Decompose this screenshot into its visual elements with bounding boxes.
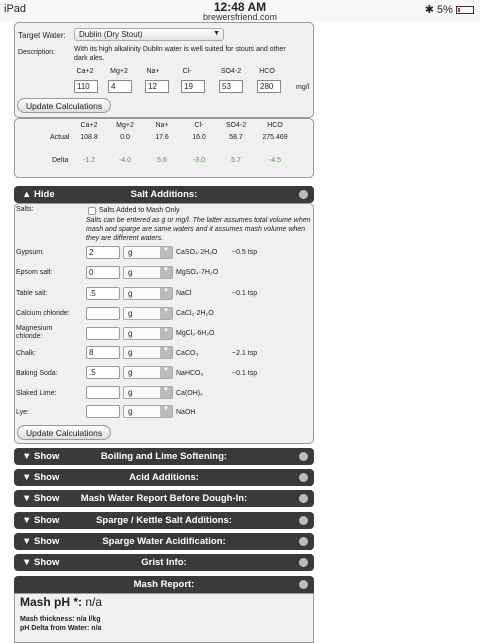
salt-label-lye: Lye: <box>16 409 29 416</box>
section-title: Sparge Water Acidification: <box>102 536 226 547</box>
chevron-down-icon: ▼ <box>160 406 172 417</box>
formula-chalk: CaCO₃ <box>176 350 199 357</box>
actual-mg: 0.0 <box>120 134 130 141</box>
info-icon[interactable] <box>299 516 308 525</box>
mash-only-checkbox[interactable] <box>88 207 96 215</box>
salt-label-magnesium-chloride: Magnesium chloride: <box>16 325 53 340</box>
salts-label: Salts: <box>16 206 34 213</box>
delta-hco: -4.5 <box>268 157 282 164</box>
tsp-gypsum: ~0.5 tsp <box>232 249 258 256</box>
unit-value: g <box>128 248 133 257</box>
mash-only-label: Salts Added to Mash Only <box>99 207 180 214</box>
ph-delta: pH Delta from Water: n/a <box>20 625 102 632</box>
delta-ca: -1.2 <box>82 157 96 164</box>
salt-input-gypsum[interactable]: 2 <box>86 246 120 259</box>
ion-header-hco: HCO <box>259 68 275 75</box>
unit-value: g <box>128 309 133 318</box>
target-water-label: Target Water: <box>18 31 66 40</box>
salt-additions-header[interactable] <box>14 186 314 203</box>
formula-gypsum: CaSO₄·2H₂O <box>176 249 218 256</box>
unit-value: g <box>128 388 133 397</box>
actual-cl: 16.0 <box>192 134 206 141</box>
section-title: Sparge / Kettle Salt Additions: <box>96 515 232 526</box>
chevron-down-icon: ▼ <box>213 30 220 37</box>
unit-value: g <box>128 368 133 377</box>
info-icon[interactable] <box>299 494 308 503</box>
info-icon[interactable] <box>299 558 308 567</box>
section-header-boiling[interactable] <box>14 448 314 465</box>
ios-status-bar <box>0 0 480 22</box>
chevron-down-icon: ▼ <box>160 387 172 398</box>
battery-percent: 5% <box>437 4 453 16</box>
section-header-sparge-acid[interactable] <box>14 533 314 550</box>
bluetooth-icon: ✱ <box>424 4 434 16</box>
info-icon[interactable] <box>299 190 308 199</box>
show-toggle[interactable]: ▼ Show <box>22 451 60 462</box>
actual-na: 17.6 <box>155 134 169 141</box>
salt-input-magnesium-chloride[interactable] <box>86 327 120 340</box>
show-toggle[interactable]: ▼ Show <box>22 493 60 504</box>
unit-select-gypsum[interactable] <box>123 246 173 259</box>
show-toggle[interactable]: ▼ Show <box>22 557 60 568</box>
section-header-grist[interactable] <box>14 554 314 571</box>
ion-input-cl[interactable]: 19 <box>181 80 205 93</box>
unit-select-baking-soda[interactable] <box>123 366 173 379</box>
chevron-down-icon: ▼ <box>160 288 172 299</box>
actual-label: Actual <box>50 134 70 141</box>
salt-note: Salts can be entered as g or mg/l. The latter assumes total volume when mash and sparge are same waters and it assumes mash volume when they are different waters. <box>86 217 311 242</box>
unit-select-chalk[interactable] <box>123 346 173 359</box>
ion-header-cl: Cl- <box>182 68 192 75</box>
show-toggle[interactable]: ▼ Show <box>22 472 60 483</box>
ion-header-na: Na+ <box>146 68 160 75</box>
mash-ph <box>20 595 102 609</box>
mash-report-title: Mash Report: <box>133 579 195 590</box>
battery-status <box>425 3 474 16</box>
actual-hco: 275.469 <box>262 134 288 141</box>
formula-epsom: MgSO₄·7H₂O <box>176 269 219 276</box>
delta-cl: -3.0 <box>192 157 206 164</box>
target-water-select[interactable] <box>74 28 224 41</box>
actual-ca: 108.8 <box>80 134 98 141</box>
section-header-mash-water[interactable] <box>14 490 314 507</box>
formula-table-salt: NaCl <box>176 290 192 297</box>
salt-label-table-salt: Table salt: <box>16 290 48 297</box>
result-header-mg: Mg+2 <box>116 122 134 129</box>
unit-value: g <box>128 268 133 277</box>
update-calculations-button-salts[interactable]: Update Calculations <box>17 425 111 440</box>
mash-report-header <box>14 576 314 593</box>
delta-so4: 5.7 <box>231 157 241 164</box>
info-icon[interactable] <box>299 473 308 482</box>
info-icon[interactable] <box>299 537 308 546</box>
chevron-down-icon: ▼ <box>160 267 172 278</box>
delta-na: 5.6 <box>157 157 167 164</box>
chevron-down-icon: ▼ <box>160 328 172 339</box>
description-label: Description: <box>18 49 55 56</box>
mash-ph-label: Mash pH *: <box>20 595 83 609</box>
salt-label-slaked-lime: Slaked Lime: <box>16 390 57 397</box>
result-header-so4: SO4-2 <box>225 122 247 129</box>
unit-select-lye[interactable] <box>123 405 173 418</box>
unit-value: g <box>128 348 133 357</box>
salt-label-gypsum: Gypsum: <box>16 249 45 256</box>
section-title: Boiling and Lime Softening: <box>100 451 228 462</box>
info-icon[interactable] <box>299 452 308 461</box>
url-label[interactable]: brewersfriend.com <box>202 12 278 22</box>
section-header-acid[interactable] <box>14 469 314 486</box>
unit-value: g <box>128 407 133 416</box>
unit-select-table-salt[interactable] <box>123 287 173 300</box>
section-title: Grist Info: <box>141 557 187 568</box>
salt-label-epsom: Epsom salt: <box>16 269 53 276</box>
result-header-ca: Ca+2 <box>80 122 98 129</box>
formula-calcium-chloride: CaCl₂·2H₂O <box>176 310 214 317</box>
salt-input-slaked-lime[interactable] <box>86 386 120 399</box>
salt-input-lye[interactable] <box>86 405 120 418</box>
unit-select-slaked-lime[interactable] <box>123 386 173 399</box>
unit-select-magnesium-chloride[interactable] <box>123 327 173 340</box>
chevron-down-icon: ▼ <box>160 367 172 378</box>
update-calculations-button-top[interactable]: Update Calculations <box>17 98 111 113</box>
ion-input-ca[interactable]: 110 <box>74 80 98 93</box>
ion-input-hco[interactable]: 280 <box>257 80 281 93</box>
target-water-value: Dublin (Dry Stout) <box>79 30 143 39</box>
section-title: Acid Additions: <box>129 472 199 483</box>
hide-toggle[interactable]: ▲ Hide <box>22 189 55 200</box>
result-header-hco: HCO <box>267 122 283 129</box>
delta-label: Delta <box>52 157 69 164</box>
ion-header-ca: Ca+2 <box>76 68 94 75</box>
salt-label-chalk: Chalk: <box>16 350 36 357</box>
ion-unit: mg/l <box>296 84 310 91</box>
delta-mg: -4.0 <box>118 157 132 164</box>
result-header-na: Na+ <box>155 122 169 129</box>
unit-select-epsom[interactable] <box>123 266 173 279</box>
salt-label-calcium-chloride: Calcium chloride: <box>16 310 70 317</box>
device-label: iPad <box>4 3 27 15</box>
description-text: With its high alkalinity Dublin water is well suited for stouts and other dark ales. <box>74 46 286 62</box>
chevron-down-icon: ▼ <box>160 247 172 258</box>
show-toggle[interactable]: ▼ Show <box>22 536 60 547</box>
formula-slaked-lime: Ca(OH)₂ <box>176 390 203 397</box>
formula-magnesium-chloride: MgCl₂·6H₂O <box>176 330 215 337</box>
salt-input-epsom[interactable]: 0 <box>86 266 120 279</box>
info-icon[interactable] <box>299 580 308 589</box>
mash-thickness: Mash thickness: n/a l/kg <box>20 616 101 623</box>
section-header-sparge-salts[interactable] <box>14 512 314 529</box>
mash-ph-value: n/a <box>85 595 103 609</box>
tsp-table-salt: ~0.1 tsp <box>232 290 258 297</box>
ion-header-mg: Mg+2 <box>110 68 128 75</box>
time-label: 12:48 AM <box>213 0 267 14</box>
section-title: Mash Water Report Before Dough-In: <box>80 493 248 504</box>
ion-input-mg[interactable]: 4 <box>108 80 132 93</box>
tsp-baking-soda: ~0.1 tsp <box>232 370 258 377</box>
salt-input-chalk[interactable]: 8 <box>86 346 120 359</box>
chevron-down-icon: ▼ <box>160 347 172 358</box>
formula-lye: NaOH <box>176 409 196 416</box>
formula-baking-soda: NaHCO₃ <box>176 370 204 377</box>
actual-so4: 58.7 <box>229 134 243 141</box>
chevron-down-icon: ▼ <box>160 308 172 319</box>
salt-additions-title: Salt Additions: <box>130 189 198 200</box>
unit-value: g <box>128 289 133 298</box>
salt-label-baking-soda: Baking Soda: <box>16 370 58 377</box>
tsp-chalk: ~2.1 tsp <box>232 350 258 357</box>
show-toggle[interactable]: ▼ Show <box>22 515 60 526</box>
ion-input-na[interactable]: 12 <box>145 80 169 93</box>
unit-value: g <box>128 329 133 338</box>
unit-select-calcium-chloride[interactable] <box>123 307 173 320</box>
result-header-cl: Cl- <box>194 122 204 129</box>
ion-header-so4: SO4-2 <box>220 68 242 75</box>
salt-input-calcium-chloride[interactable] <box>86 307 120 320</box>
salt-input-table-salt[interactable]: .5 <box>86 287 120 300</box>
battery-icon <box>456 6 474 14</box>
ion-input-so4[interactable]: 53 <box>219 80 243 93</box>
salt-input-baking-soda[interactable]: .5 <box>86 366 120 379</box>
